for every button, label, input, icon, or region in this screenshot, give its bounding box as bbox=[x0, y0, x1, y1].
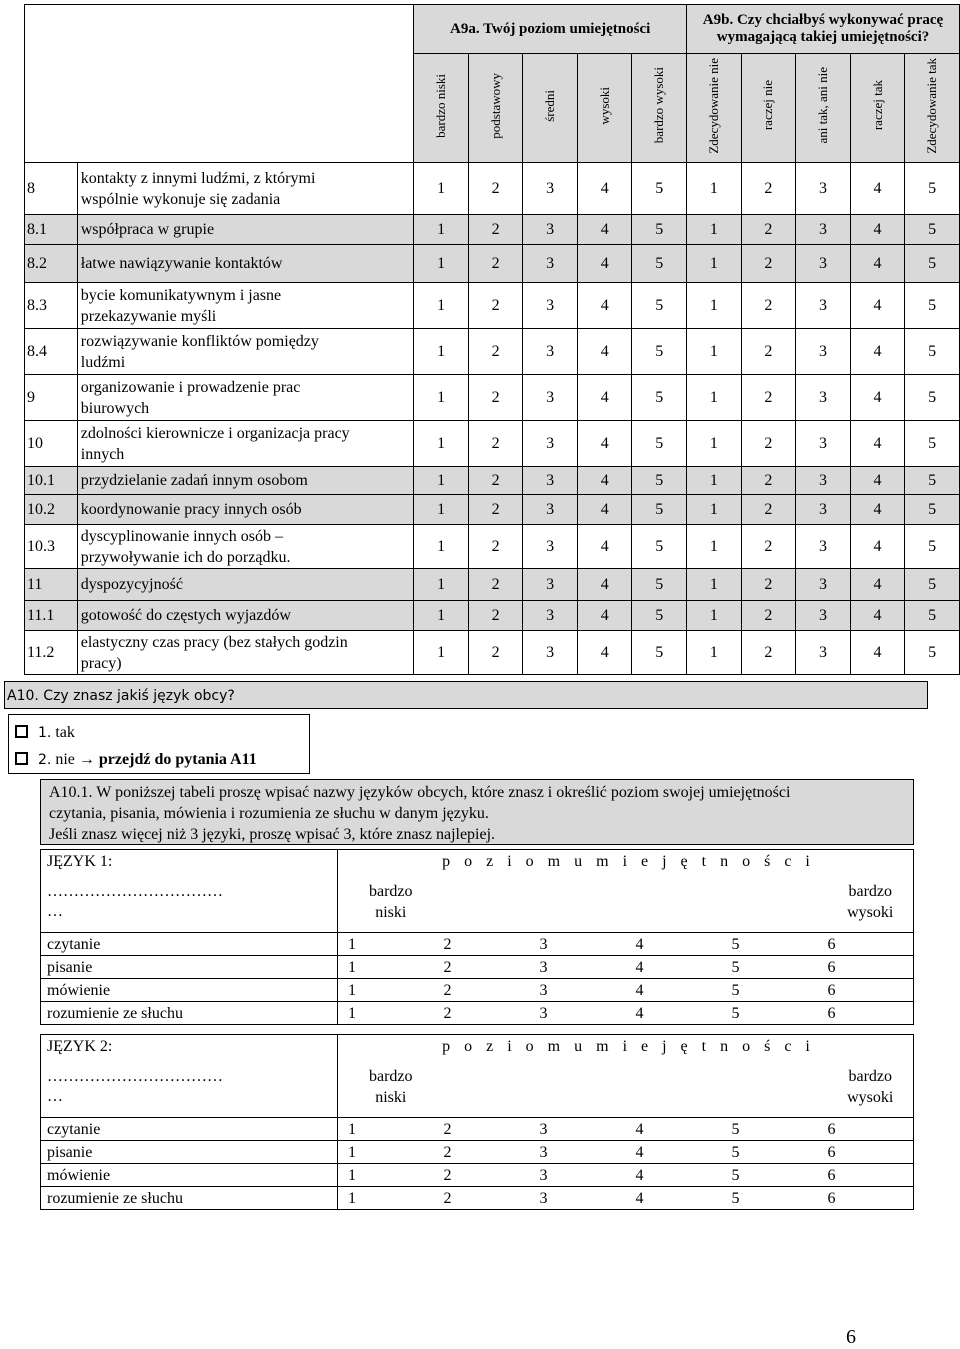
rating-option[interactable]: 5 bbox=[632, 525, 687, 569]
rating-option[interactable]: 5 bbox=[905, 375, 960, 421]
rating-option[interactable]: 3 bbox=[796, 421, 851, 467]
skill-label: kontakty z innymi ludźmi, z którymi wspólnie wykonuje się zadania bbox=[77, 163, 414, 215]
skill-row bbox=[25, 215, 960, 245]
rating-option[interactable]: 5 bbox=[632, 631, 687, 675]
skill-label: organizowanie i prowadzenie prac biurowych bbox=[77, 375, 414, 421]
rating-option[interactable]: 1 bbox=[687, 245, 742, 283]
rating-option[interactable]: 3 bbox=[796, 631, 851, 675]
level-option[interactable]: 5 bbox=[722, 1002, 818, 1025]
rating-option[interactable]: 4 bbox=[577, 283, 632, 329]
rating-option[interactable]: 2 bbox=[468, 569, 523, 601]
language-table-2 bbox=[40, 1034, 914, 1210]
rating-option[interactable]: 4 bbox=[577, 495, 632, 525]
rating-option[interactable]: 4 bbox=[850, 245, 905, 283]
rating-option[interactable]: 5 bbox=[632, 375, 687, 421]
skill-label: przydzielanie zadań innym osobom bbox=[77, 467, 414, 495]
column-header: podstawowy bbox=[468, 54, 523, 163]
skill-label: dyspozycyjność bbox=[77, 569, 414, 601]
level-option[interactable]: 1 bbox=[338, 1002, 434, 1025]
level-option[interactable]: 1 bbox=[338, 1187, 434, 1210]
rating-option[interactable]: 5 bbox=[905, 601, 960, 631]
language-name-field[interactable]: …………………………… … bbox=[47, 883, 223, 920]
level-option[interactable]: 5 bbox=[722, 1187, 818, 1210]
rating-option[interactable]: 2 bbox=[741, 329, 796, 375]
rating-option[interactable]: 5 bbox=[905, 467, 960, 495]
skill-name: pisanie bbox=[41, 1141, 338, 1164]
rating-option[interactable]: 1 bbox=[687, 163, 742, 215]
rating-option[interactable]: 3 bbox=[523, 467, 578, 495]
option-yes[interactable]: 1. tak bbox=[15, 722, 75, 744]
rating-option[interactable]: 1 bbox=[687, 601, 742, 631]
rating-option[interactable]: 4 bbox=[850, 569, 905, 601]
rating-option[interactable]: 3 bbox=[796, 329, 851, 375]
skill-id: 8.4 bbox=[25, 329, 78, 375]
rating-option[interactable]: 1 bbox=[687, 525, 742, 569]
skill-label: bycie komunikatywnym i jasne przekazywanie myśli bbox=[77, 283, 414, 329]
rating-option[interactable]: 1 bbox=[414, 245, 469, 283]
rating-option[interactable]: 2 bbox=[468, 329, 523, 375]
language-table-1 bbox=[40, 849, 914, 1025]
skill-id: 10.1 bbox=[25, 467, 78, 495]
rating-option[interactable]: 1 bbox=[414, 631, 469, 675]
rating-option[interactable]: 2 bbox=[741, 375, 796, 421]
rating-option[interactable]: 1 bbox=[687, 215, 742, 245]
skill-id: 8.1 bbox=[25, 215, 78, 245]
header-blank-cell bbox=[25, 5, 414, 163]
checkbox-icon[interactable] bbox=[15, 752, 28, 765]
column-header: ani tak, ani nie bbox=[796, 54, 851, 163]
high-level-label: bardzo wysoki bbox=[847, 1068, 894, 1106]
rating-option[interactable]: 2 bbox=[741, 569, 796, 601]
skill-row bbox=[25, 245, 960, 283]
level-option[interactable]: 5 bbox=[722, 1141, 818, 1164]
level-option[interactable]: 1 bbox=[338, 1118, 434, 1141]
question-a10: A10. Czy znasz jakiś język obcy? bbox=[4, 681, 928, 709]
a10-options-box bbox=[8, 714, 310, 774]
level-option[interactable]: 5 bbox=[722, 979, 818, 1002]
skill-label: rozwiązywanie konfliktów pomiędzy ludźmi bbox=[77, 329, 414, 375]
rating-option[interactable]: 5 bbox=[905, 421, 960, 467]
rating-option[interactable]: 4 bbox=[577, 525, 632, 569]
rating-option[interactable]: 3 bbox=[523, 421, 578, 467]
rating-option[interactable]: 4 bbox=[850, 467, 905, 495]
level-option[interactable]: 3 bbox=[530, 1164, 626, 1187]
rating-option[interactable]: 3 bbox=[796, 601, 851, 631]
rating-option[interactable]: 5 bbox=[632, 329, 687, 375]
rating-option[interactable]: 2 bbox=[468, 601, 523, 631]
level-option[interactable]: 3 bbox=[530, 979, 626, 1002]
skill-id: 11 bbox=[25, 569, 78, 601]
skill-row bbox=[25, 163, 960, 215]
rating-option[interactable]: 1 bbox=[687, 569, 742, 601]
level-title: p o z i o m u m i e j ę t n o ś c i bbox=[338, 850, 914, 873]
skill-id: 10.2 bbox=[25, 495, 78, 525]
skill-id: 11.1 bbox=[25, 601, 78, 631]
rating-option[interactable]: 4 bbox=[577, 163, 632, 215]
skill-row bbox=[25, 283, 960, 329]
level-option[interactable]: 6 bbox=[818, 1164, 914, 1187]
level-option[interactable]: 1 bbox=[338, 956, 434, 979]
rating-option[interactable]: 1 bbox=[687, 467, 742, 495]
rating-option[interactable]: 1 bbox=[687, 329, 742, 375]
rating-option[interactable]: 5 bbox=[632, 601, 687, 631]
rating-option[interactable]: 3 bbox=[796, 245, 851, 283]
level-option[interactable]: 3 bbox=[530, 1187, 626, 1210]
rating-option[interactable]: 4 bbox=[577, 375, 632, 421]
rating-option[interactable]: 1 bbox=[687, 631, 742, 675]
column-header: Zdecydowanie nie bbox=[687, 54, 742, 163]
level-option[interactable]: 2 bbox=[434, 933, 530, 956]
rating-option[interactable]: 3 bbox=[796, 163, 851, 215]
rating-option[interactable]: 4 bbox=[577, 421, 632, 467]
skill-id: 8 bbox=[25, 163, 78, 215]
level-option[interactable]: 1 bbox=[338, 1164, 434, 1187]
low-level-label: bardzo niski bbox=[338, 1057, 434, 1118]
rating-option[interactable]: 2 bbox=[741, 525, 796, 569]
low-level-label: bardzo niski bbox=[338, 872, 434, 933]
level-option[interactable]: 3 bbox=[530, 1002, 626, 1025]
rating-option[interactable]: 5 bbox=[632, 495, 687, 525]
rating-option[interactable]: 5 bbox=[632, 421, 687, 467]
rating-option[interactable]: 3 bbox=[523, 569, 578, 601]
level-option[interactable]: 5 bbox=[722, 1118, 818, 1141]
rating-option[interactable]: 5 bbox=[632, 215, 687, 245]
a10-1-instructions: A10.1. W poniższej tabeli proszę wpisać nazwy języków obcych, które znasz i określić poziom swojej umiejętności czytania, pisania, mówienia i rozumienia ze słuchu w danym języku. Jeśli znasz więcej niż 3 języki, proszę wpisać 3, które znasz najlepiej. bbox=[40, 779, 914, 845]
skill-label: współpraca w grupie bbox=[77, 215, 414, 245]
skill-row bbox=[25, 569, 960, 601]
level-option[interactable]: 5 bbox=[722, 933, 818, 956]
rating-option[interactable]: 4 bbox=[850, 375, 905, 421]
rating-option[interactable]: 2 bbox=[741, 495, 796, 525]
rating-option[interactable]: 4 bbox=[577, 467, 632, 495]
level-option[interactable]: 6 bbox=[818, 933, 914, 956]
column-header: Zdecydowanie tak bbox=[905, 54, 960, 163]
rating-option[interactable]: 2 bbox=[468, 495, 523, 525]
rating-option[interactable]: 4 bbox=[577, 245, 632, 283]
rating-option[interactable]: 1 bbox=[414, 163, 469, 215]
rating-option[interactable]: 5 bbox=[632, 163, 687, 215]
level-option[interactable]: 1 bbox=[338, 979, 434, 1002]
rating-option[interactable]: 4 bbox=[850, 215, 905, 245]
skill-name: mówienie bbox=[41, 1164, 338, 1187]
rating-option[interactable]: 4 bbox=[850, 601, 905, 631]
skill-row bbox=[25, 525, 960, 569]
a9a-section-header: A9a. Twój poziom umiejętności bbox=[414, 5, 687, 54]
level-option[interactable]: 5 bbox=[722, 956, 818, 979]
level-option[interactable]: 1 bbox=[338, 933, 434, 956]
language-skill-row bbox=[41, 1002, 914, 1025]
rating-option[interactable]: 4 bbox=[850, 421, 905, 467]
page-number: 6 bbox=[846, 1326, 856, 1348]
skill-name: czytanie bbox=[41, 933, 338, 956]
rating-option[interactable]: 4 bbox=[850, 163, 905, 215]
skill-row bbox=[25, 421, 960, 467]
language-skill-row bbox=[41, 1118, 914, 1141]
language-skill-row bbox=[41, 933, 914, 956]
rating-option[interactable]: 2 bbox=[741, 163, 796, 215]
level-option[interactable]: 6 bbox=[818, 1141, 914, 1164]
rating-option[interactable]: 1 bbox=[414, 421, 469, 467]
arrow-right-icon: → bbox=[78, 751, 95, 768]
level-option[interactable]: 2 bbox=[434, 1164, 530, 1187]
column-header: średni bbox=[523, 54, 578, 163]
rating-option[interactable]: 5 bbox=[632, 245, 687, 283]
rating-option[interactable]: 1 bbox=[687, 375, 742, 421]
skill-label: koordynowanie pracy innych osób bbox=[77, 495, 414, 525]
language-label: JĘZYK 1: bbox=[47, 852, 113, 870]
rating-option[interactable]: 4 bbox=[577, 601, 632, 631]
rating-option[interactable]: 3 bbox=[523, 215, 578, 245]
level-option[interactable]: 4 bbox=[626, 933, 722, 956]
level-option[interactable]: 4 bbox=[626, 956, 722, 979]
column-header: wysoki bbox=[577, 54, 632, 163]
rating-option[interactable]: 2 bbox=[741, 215, 796, 245]
column-header: bardzo wysoki bbox=[632, 54, 687, 163]
rating-option[interactable]: 4 bbox=[850, 495, 905, 525]
rating-option[interactable]: 4 bbox=[850, 631, 905, 675]
skill-row bbox=[25, 375, 960, 421]
rating-option[interactable]: 2 bbox=[468, 245, 523, 283]
level-option[interactable]: 6 bbox=[818, 979, 914, 1002]
level-option[interactable]: 6 bbox=[818, 1118, 914, 1141]
level-option[interactable]: 4 bbox=[626, 1141, 722, 1164]
skill-row bbox=[25, 495, 960, 525]
rating-option[interactable]: 1 bbox=[414, 601, 469, 631]
rating-option[interactable]: 1 bbox=[687, 283, 742, 329]
rating-option[interactable]: 1 bbox=[414, 495, 469, 525]
rating-option[interactable]: 4 bbox=[577, 631, 632, 675]
rating-option[interactable]: 4 bbox=[577, 329, 632, 375]
rating-option[interactable]: 1 bbox=[414, 467, 469, 495]
rating-option[interactable]: 3 bbox=[523, 601, 578, 631]
rating-option[interactable]: 2 bbox=[468, 467, 523, 495]
level-option[interactable]: 4 bbox=[626, 1002, 722, 1025]
skill-label: elastyczny czas pracy (bez stałych godzin pracy) bbox=[77, 631, 414, 675]
rating-option[interactable]: 2 bbox=[468, 215, 523, 245]
rating-option[interactable]: 4 bbox=[577, 215, 632, 245]
rating-option[interactable]: 3 bbox=[523, 329, 578, 375]
rating-option[interactable]: 2 bbox=[741, 631, 796, 675]
rating-option[interactable]: 3 bbox=[523, 375, 578, 421]
rating-option[interactable]: 3 bbox=[796, 467, 851, 495]
skill-name: rozumienie ze słuchu bbox=[41, 1002, 338, 1025]
option-no[interactable]: 2. nie → przejdź do pytania A11 bbox=[15, 749, 257, 771]
rating-option[interactable]: 1 bbox=[414, 375, 469, 421]
rating-option[interactable]: 2 bbox=[468, 525, 523, 569]
checkbox-icon[interactable] bbox=[15, 725, 28, 738]
rating-option[interactable]: 5 bbox=[905, 163, 960, 215]
rating-option[interactable]: 5 bbox=[905, 631, 960, 675]
level-option[interactable]: 3 bbox=[530, 933, 626, 956]
skill-name: pisanie bbox=[41, 956, 338, 979]
skills-rating-table bbox=[24, 4, 960, 675]
level-option[interactable]: 6 bbox=[818, 1002, 914, 1025]
skill-label: zdolności kierownicze i organizacja pracy innych bbox=[77, 421, 414, 467]
rating-option[interactable]: 4 bbox=[577, 569, 632, 601]
column-header: raczej tak bbox=[850, 54, 905, 163]
language-skill-row bbox=[41, 1141, 914, 1164]
level-option[interactable]: 2 bbox=[434, 1141, 530, 1164]
rating-option[interactable]: 2 bbox=[468, 631, 523, 675]
rating-option[interactable]: 3 bbox=[523, 495, 578, 525]
level-title: p o z i o m u m i e j ę t n o ś c i bbox=[338, 1035, 914, 1058]
column-header: bardzo niski bbox=[414, 54, 469, 163]
language-skill-row bbox=[41, 1187, 914, 1210]
level-option[interactable]: 4 bbox=[626, 1187, 722, 1210]
skill-id: 10 bbox=[25, 421, 78, 467]
rating-option[interactable]: 5 bbox=[905, 525, 960, 569]
rating-option[interactable]: 3 bbox=[523, 525, 578, 569]
skill-row bbox=[25, 329, 960, 375]
rating-option[interactable]: 3 bbox=[796, 495, 851, 525]
high-level-label: bardzo wysoki bbox=[847, 883, 894, 921]
rating-option[interactable]: 1 bbox=[414, 215, 469, 245]
a9b-section-header: A9b. Czy chciałbyś wykonywać pracę wymagającą takiej umiejętności? bbox=[687, 5, 960, 54]
skill-row bbox=[25, 631, 960, 675]
rating-option[interactable]: 3 bbox=[523, 245, 578, 283]
level-option[interactable]: 2 bbox=[434, 1002, 530, 1025]
rating-option[interactable]: 1 bbox=[414, 329, 469, 375]
level-option[interactable]: 3 bbox=[530, 1141, 626, 1164]
rating-option[interactable]: 5 bbox=[905, 283, 960, 329]
level-option[interactable]: 4 bbox=[626, 1118, 722, 1141]
skill-label: dyscyplinowanie innych osób – przywoływanie ich do porządku. bbox=[77, 525, 414, 569]
rating-option[interactable]: 2 bbox=[741, 283, 796, 329]
rating-option[interactable]: 5 bbox=[632, 569, 687, 601]
level-option[interactable]: 3 bbox=[530, 1118, 626, 1141]
level-option[interactable]: 2 bbox=[434, 979, 530, 1002]
rating-option[interactable]: 2 bbox=[741, 601, 796, 631]
skill-id: 9 bbox=[25, 375, 78, 421]
rating-option[interactable]: 3 bbox=[523, 631, 578, 675]
rating-option[interactable]: 4 bbox=[850, 329, 905, 375]
skill-id: 10.3 bbox=[25, 525, 78, 569]
skill-name: rozumienie ze słuchu bbox=[41, 1187, 338, 1210]
rating-option[interactable]: 5 bbox=[905, 569, 960, 601]
language-label: JĘZYK 2: bbox=[47, 1037, 113, 1055]
level-option[interactable]: 2 bbox=[434, 956, 530, 979]
rating-option[interactable]: 3 bbox=[523, 283, 578, 329]
rating-option[interactable]: 1 bbox=[687, 495, 742, 525]
column-header: raczej nie bbox=[741, 54, 796, 163]
rating-option[interactable]: 2 bbox=[741, 467, 796, 495]
skill-label: łatwe nawiązywanie kontaktów bbox=[77, 245, 414, 283]
rating-option[interactable]: 5 bbox=[905, 245, 960, 283]
language-skill-row bbox=[41, 956, 914, 979]
level-option[interactable]: 2 bbox=[434, 1187, 530, 1210]
level-option[interactable]: 4 bbox=[626, 1164, 722, 1187]
level-option[interactable]: 6 bbox=[818, 956, 914, 979]
rating-option[interactable]: 2 bbox=[741, 245, 796, 283]
skill-name: czytanie bbox=[41, 1118, 338, 1141]
rating-option[interactable]: 3 bbox=[796, 375, 851, 421]
rating-option[interactable]: 3 bbox=[796, 525, 851, 569]
rating-option[interactable]: 3 bbox=[796, 283, 851, 329]
rating-option[interactable]: 2 bbox=[741, 421, 796, 467]
rating-option[interactable]: 4 bbox=[850, 525, 905, 569]
skill-name: mówienie bbox=[41, 979, 338, 1002]
rating-option[interactable]: 1 bbox=[414, 525, 469, 569]
skill-id: 8.3 bbox=[25, 283, 78, 329]
level-option[interactable]: 6 bbox=[818, 1187, 914, 1210]
skill-id: 11.2 bbox=[25, 631, 78, 675]
level-option[interactable]: 5 bbox=[722, 1164, 818, 1187]
level-option[interactable]: 4 bbox=[626, 979, 722, 1002]
rating-option[interactable]: 1 bbox=[414, 569, 469, 601]
language-skill-row bbox=[41, 1164, 914, 1187]
rating-option[interactable]: 2 bbox=[468, 421, 523, 467]
rating-option[interactable]: 2 bbox=[468, 163, 523, 215]
level-option[interactable]: 3 bbox=[530, 956, 626, 979]
skill-label: gotowość do częstych wyjazdów bbox=[77, 601, 414, 631]
rating-option[interactable]: 5 bbox=[632, 467, 687, 495]
rating-option[interactable]: 5 bbox=[905, 329, 960, 375]
rating-option[interactable]: 3 bbox=[523, 163, 578, 215]
skill-id: 8.2 bbox=[25, 245, 78, 283]
level-option[interactable]: 1 bbox=[338, 1141, 434, 1164]
rating-option[interactable]: 2 bbox=[468, 283, 523, 329]
rating-option[interactable]: 4 bbox=[850, 283, 905, 329]
rating-option[interactable]: 2 bbox=[468, 375, 523, 421]
rating-option[interactable]: 1 bbox=[414, 283, 469, 329]
language-skill-row bbox=[41, 979, 914, 1002]
rating-option[interactable]: 3 bbox=[796, 215, 851, 245]
language-name-field[interactable]: …………………………… … bbox=[47, 1068, 223, 1105]
rating-option[interactable]: 3 bbox=[796, 569, 851, 601]
skill-row bbox=[25, 467, 960, 495]
rating-option[interactable]: 5 bbox=[632, 283, 687, 329]
rating-option[interactable]: 5 bbox=[905, 495, 960, 525]
skill-row bbox=[25, 601, 960, 631]
level-option[interactable]: 2 bbox=[434, 1118, 530, 1141]
rating-option[interactable]: 5 bbox=[905, 215, 960, 245]
rating-option[interactable]: 1 bbox=[687, 421, 742, 467]
